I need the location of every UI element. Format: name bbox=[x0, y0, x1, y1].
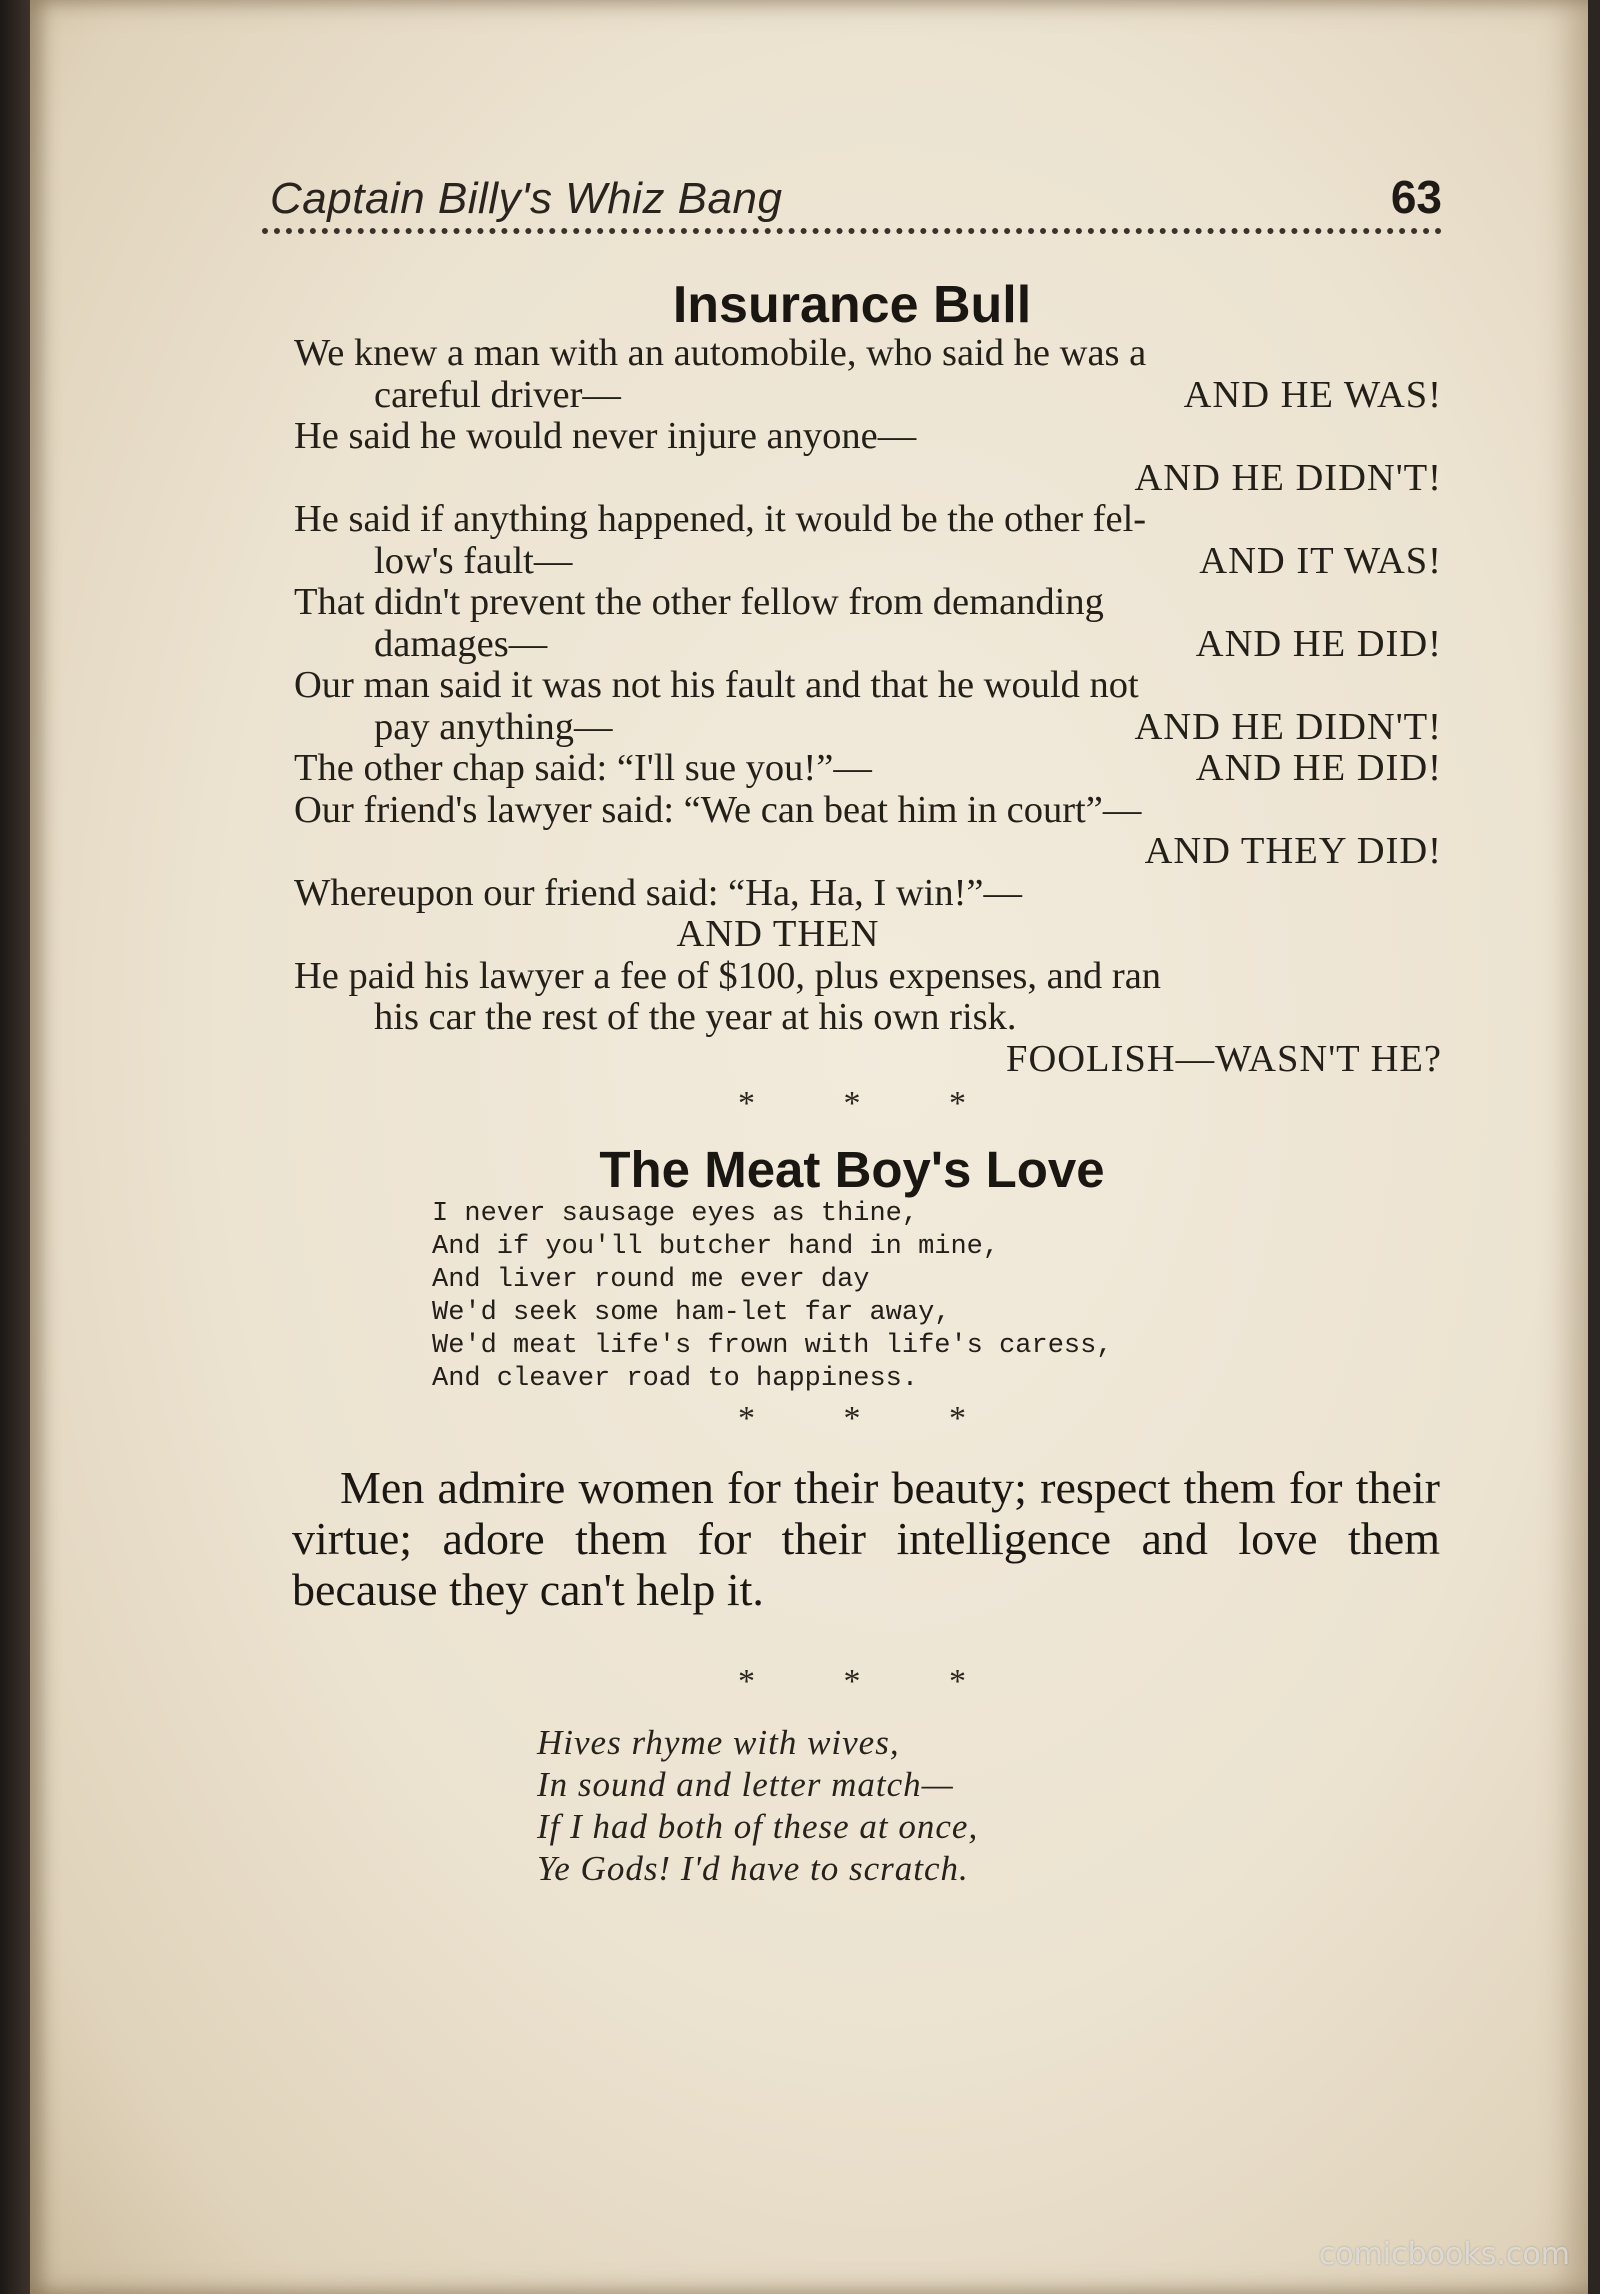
poem-line-refrain: AND HE DID! bbox=[1195, 622, 1442, 665]
poem-line-refrain: AND HE DIDN'T! bbox=[1134, 705, 1442, 748]
poem-line bbox=[294, 582, 1442, 624]
hives-poem-line: In sound and letter match— bbox=[537, 1765, 954, 1804]
poem-line bbox=[294, 499, 1442, 541]
meat-boy-title: The Meat Boy's Love bbox=[599, 1141, 1105, 1198]
men-admire-text: Men admire women for their beauty; respect them for their virtue; adore them for their intelligence and love them because they can't help it. bbox=[292, 1462, 1440, 1615]
page-number: 63 bbox=[1390, 171, 1442, 223]
binding-edge bbox=[0, 0, 30, 2294]
poem-line bbox=[294, 333, 1442, 375]
meat-poem-line: We'd meat life's frown with life's caress, bbox=[432, 1331, 1113, 1361]
poem-line bbox=[294, 624, 1442, 666]
poem-line-text: Our friend's lawyer said: “We can beat him in court”— bbox=[294, 788, 1142, 831]
poem-line bbox=[294, 541, 1442, 583]
insurance-bull-title: Insurance Bull bbox=[672, 276, 1032, 334]
poem-line bbox=[294, 458, 1442, 500]
poem-line-text: He said if anything happened, it would be the other fel- bbox=[294, 498, 1147, 540]
poem-line bbox=[294, 748, 1442, 790]
meat-poem-line: And if you'll butcher hand in mine, bbox=[432, 1232, 1000, 1262]
poem-line bbox=[294, 831, 1442, 873]
magazine-title: Captain Billy's Whiz Bang bbox=[270, 174, 783, 223]
poem-line-text: careful driver— bbox=[374, 373, 621, 416]
insurance-bull-poem bbox=[294, 333, 1442, 1080]
poem-line bbox=[294, 375, 1442, 417]
meat-boy-poem bbox=[432, 1198, 1113, 1396]
meat-poem-line: And liver round me ever day bbox=[432, 1265, 870, 1295]
final-line: FOOLISH—WASN'T HE? bbox=[1006, 1037, 1442, 1080]
poem-line bbox=[294, 665, 1442, 707]
poem-line bbox=[294, 707, 1442, 749]
poem-line-text: That didn't prevent the other fellow from demanding bbox=[294, 581, 1104, 623]
hives-poem-line: Ye Gods! I'd have to scratch. bbox=[537, 1849, 969, 1888]
poem-line bbox=[294, 416, 1442, 458]
poem-line-text: pay anything— bbox=[374, 705, 613, 748]
poem-line bbox=[294, 873, 1442, 915]
poem-line-text: Our man said it was not his fault and that he would not bbox=[294, 664, 1139, 706]
poem-line-refrain: AND THEY DID! bbox=[1144, 830, 1442, 872]
watermark: comicbooks.com bbox=[1318, 2237, 1570, 2272]
poem-line-text: He said he would never injure anyone— bbox=[294, 415, 917, 457]
running-header bbox=[262, 168, 1442, 234]
poem-line-text: low's fault— bbox=[374, 539, 573, 582]
poem-line-refrain: AND HE DIDN'T! bbox=[1134, 456, 1442, 499]
poem-line bbox=[294, 790, 1442, 832]
poem-line-text: Whereupon our friend said: “Ha, Ha, I win!”— bbox=[294, 871, 1023, 914]
men-admire-paragraph bbox=[292, 1462, 1440, 1615]
meat-poem-line: And cleaver road to happiness. bbox=[432, 1364, 919, 1394]
poem-line: his car the rest of the year at his own risk. bbox=[374, 996, 1017, 1038]
section-separator: * * * bbox=[738, 1400, 1006, 1437]
poem-line-refrain: AND HE DID! bbox=[1195, 747, 1442, 789]
meat-poem-line: I never sausage eyes as thine, bbox=[432, 1199, 919, 1229]
hives-poem-line: Hives rhyme with wives, bbox=[537, 1723, 900, 1762]
meat-poem-line: We'd seek some ham-let far away, bbox=[432, 1298, 951, 1328]
hives-poem bbox=[537, 1722, 978, 1890]
poem-line-text: We knew a man with an automobile, who said he was a bbox=[294, 332, 1147, 374]
section-separator: * * * bbox=[738, 1663, 1006, 1700]
magazine-page bbox=[30, 0, 1588, 2294]
poem-line-text: damages— bbox=[374, 622, 548, 665]
section-separator: * * * bbox=[738, 1085, 1006, 1122]
poem-line-text: The other chap said: “I'll sue you!”— bbox=[294, 747, 872, 789]
poem-line: He paid his lawyer a fee of $100, plus expenses, and ran bbox=[294, 954, 1162, 997]
hives-poem-line: If I had both of these at once, bbox=[537, 1807, 979, 1846]
poem-line-refrain: AND HE WAS! bbox=[1183, 373, 1442, 416]
and-then-line: AND THEN bbox=[676, 913, 880, 955]
poem-line-refrain: AND IT WAS! bbox=[1199, 539, 1442, 582]
